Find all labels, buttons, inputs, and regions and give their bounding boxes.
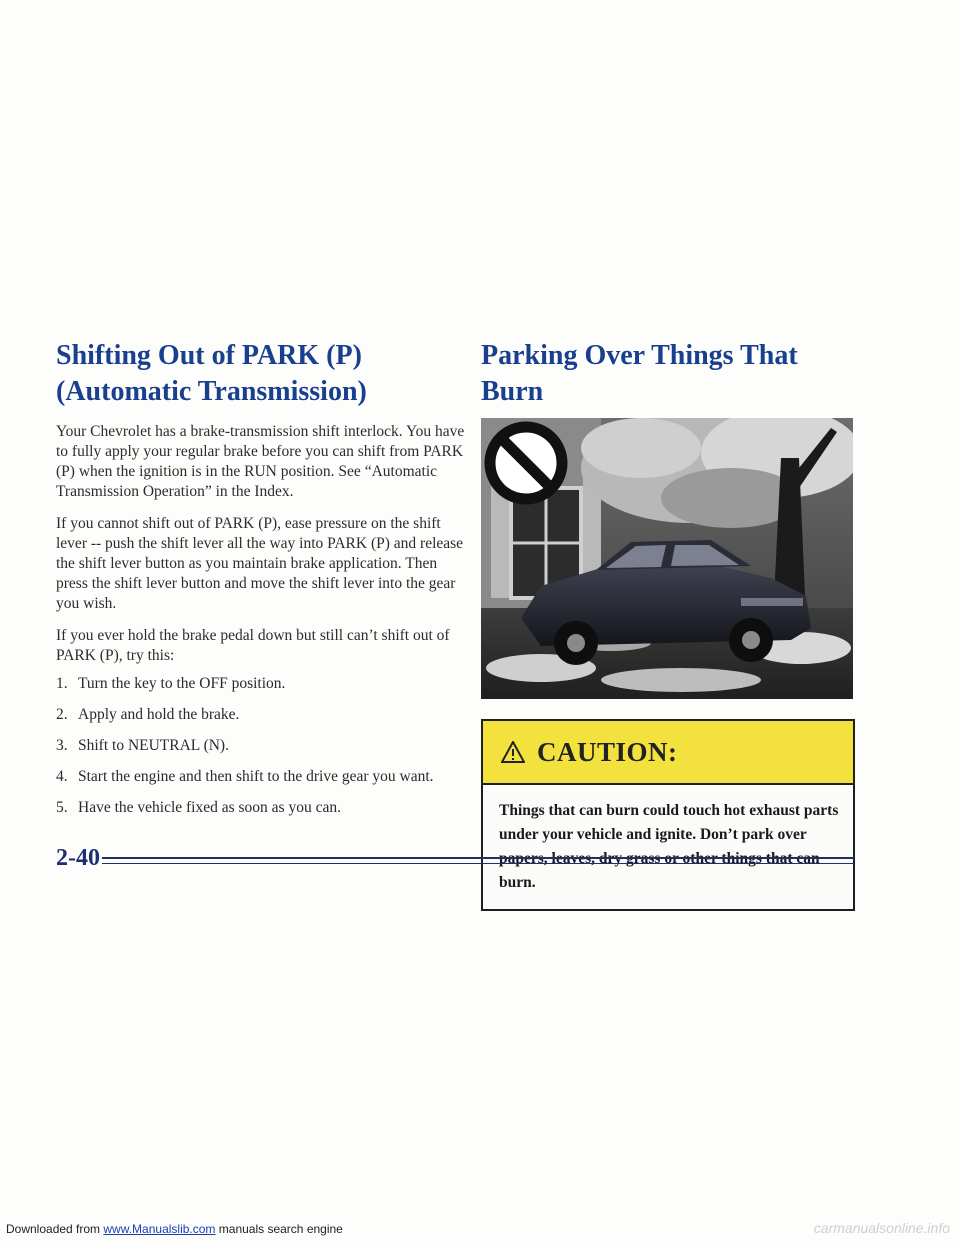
caution-header xyxy=(483,721,853,785)
step-text: Start the engine and then shift to the drive gear you want. xyxy=(78,768,434,785)
step-text: Apply and hold the brake. xyxy=(78,706,240,723)
steps-list xyxy=(56,674,466,818)
step-text: Shift to NEUTRAL (N). xyxy=(78,737,229,754)
warning-triangle-icon xyxy=(501,741,525,763)
caution-label: CAUTION: xyxy=(537,736,678,767)
manualslib-link[interactable]: www.Manualslib.com xyxy=(103,1222,216,1236)
step-number: 1. xyxy=(56,675,68,692)
download-suffix: manuals search engine xyxy=(215,1222,343,1236)
step-text: Have the vehicle fixed as soon as you can. xyxy=(78,799,341,816)
prohibition-icon xyxy=(490,427,562,499)
title-line-2: (Automatic Transmission) xyxy=(56,376,367,407)
download-credit xyxy=(6,1222,343,1236)
paragraph-try-this: If you ever hold the brake pedal down but still can’t shift out of PARK (P), try this: xyxy=(56,627,450,664)
list-item xyxy=(56,736,466,756)
step-text: Turn the key to the OFF position. xyxy=(78,675,286,692)
right-column xyxy=(481,338,853,911)
left-column xyxy=(56,338,466,829)
step-number: 5. xyxy=(56,799,68,816)
list-item xyxy=(56,705,466,725)
page-footer xyxy=(56,845,854,879)
step-number: 2. xyxy=(56,706,68,723)
paragraph-interlock: Your Chevrolet has a brake-transmission shift interlock. You have to fully apply your regular brake before you can shift from PARK (P) when the ignition is in the RUN position. See “Automatic Transmission Operation” in the Index. xyxy=(56,423,465,500)
step-number: 3. xyxy=(56,737,68,754)
photo-illustration xyxy=(481,418,853,699)
list-item xyxy=(56,798,466,818)
footer-rule-thin xyxy=(102,863,854,864)
car-parked-over-leaves-photo xyxy=(481,418,853,699)
page-number: 2-40 xyxy=(56,845,100,871)
section-title-parking: Parking Over Things That Burn xyxy=(481,340,798,407)
download-prefix: Downloaded from xyxy=(6,1222,104,1236)
list-item xyxy=(56,767,466,787)
footer-rule xyxy=(102,857,854,859)
step-number: 4. xyxy=(56,768,68,785)
section-title-shifting xyxy=(56,338,466,410)
paragraph-cannot-shift: If you cannot shift out of PARK (P), ease pressure on the shift lever -- push the shift lever all the way into PARK (P) and release the shift lever button as you maintain brake application. Then press the shift lever button and move the shift lever into the gear you wish. xyxy=(56,515,464,612)
caution-box xyxy=(481,719,855,911)
title-line-1: Shifting Out of PARK (P) xyxy=(56,340,362,371)
caution-text: Things that can burn could touch hot exhaust parts under your vehicle and ignite. Don’t park over burn. xyxy=(483,785,853,909)
list-item xyxy=(56,674,466,694)
watermark: carmanualsonline.info xyxy=(813,1220,950,1236)
